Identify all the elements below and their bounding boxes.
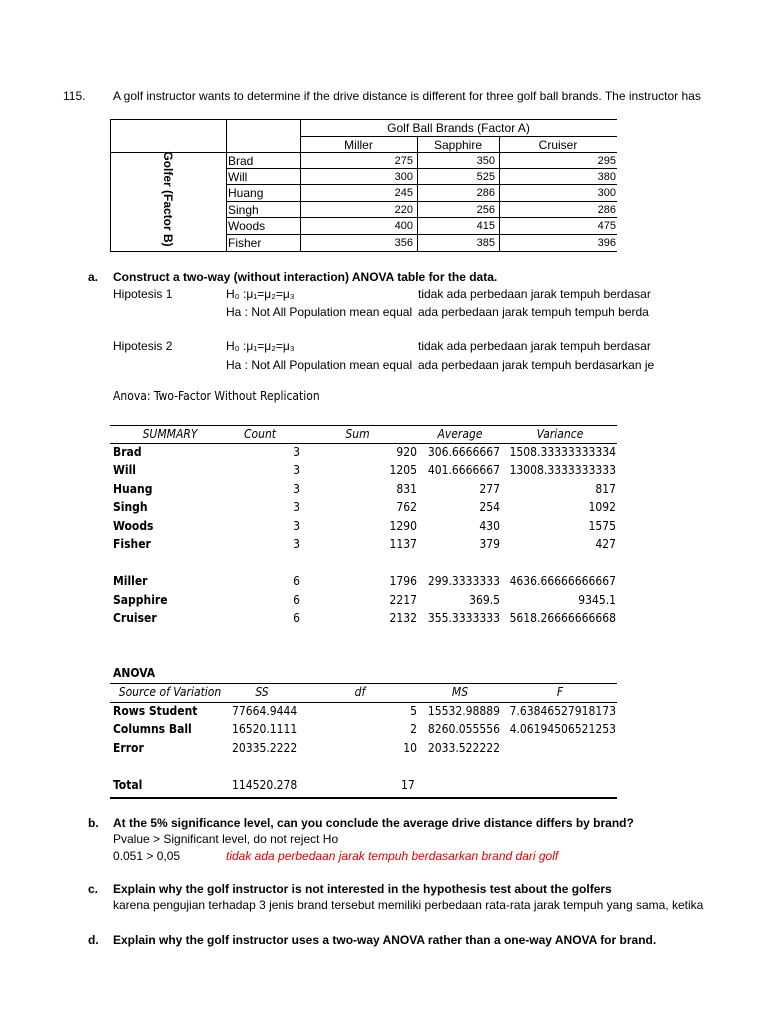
summary-col-name: Miller (113, 574, 148, 588)
part-b-line2: 0.051 > 0,05 (113, 849, 181, 863)
col-header-sapphire: Sapphire (433, 138, 483, 152)
summary-col-name: Cruiser (113, 611, 157, 625)
part-b-line1: Pvalue > Significant level, do not reject Ho (113, 832, 339, 846)
anova-row-f: 7.63846527918173 (509, 704, 616, 718)
summary-row-variance: 1575 (588, 519, 616, 533)
row-name-singh: Singh (228, 203, 259, 217)
anova-row-source: Error (113, 741, 144, 755)
anova-row-df: 5 (410, 704, 417, 718)
summary-col-count: 6 (293, 611, 300, 625)
cell-fisher-cruiser: 396 (597, 237, 616, 249)
cell-singh-miller: 220 (394, 204, 413, 216)
summary-col-average: 299.3333333 (427, 574, 500, 588)
cell-brad-miller: 275 (394, 155, 413, 167)
summary-row-sum: 1205 (389, 463, 417, 477)
summary-row-sum: 1137 (389, 537, 417, 551)
summary-row-average: 254 (479, 500, 500, 514)
summary-row-count: 3 (293, 500, 300, 514)
cell-woods-cruiser: 475 (597, 220, 616, 232)
summary-col-sum: 1796 (389, 574, 417, 588)
summary-row-sum: 1290 (389, 519, 417, 533)
summary-header-average: Average (437, 427, 483, 441)
hypothesis-2-ha-desc: ada perbedaan jarak tempuh berdasarkan je (418, 358, 655, 372)
anova-row-ss: 20335.2222 (232, 741, 298, 755)
summary-row-name: Huang (113, 482, 153, 496)
cell-brad-sapphire: 350 (476, 155, 495, 167)
col-header-miller: Miller (344, 138, 373, 152)
anova-row-ms: 8260.055556 (427, 722, 500, 736)
hypothesis-1-ha-desc: ada perbedaan jarak tempuh tempuh berda (418, 305, 649, 319)
cell-huang-cruiser: 300 (597, 187, 616, 199)
part-c-title: Explain why the golf instructor is not interested in the hypothesis test about the golfers (113, 882, 612, 896)
anova-row-f: 4.06194506521253 (509, 722, 616, 736)
question-text: A golf instructor wants to determine if the drive distance is different for three golf ball brands. The instructor has (113, 89, 701, 103)
anova-header-f: F (556, 685, 564, 699)
anova-row-ms: 15532.98889 (427, 704, 500, 718)
hypothesis-1-label: Hipotesis 1 (113, 287, 173, 301)
anova-header-df: df (354, 685, 366, 699)
summary-row-sum: 920 (396, 445, 417, 459)
anova-label: ANOVA (113, 666, 156, 680)
anova-total-df: 17 (401, 778, 415, 792)
brands-group-header: Golf Ball Brands (Factor A) (387, 121, 530, 135)
summary-row-variance: 1092 (588, 500, 616, 514)
anova-row-source: Rows Student (113, 704, 198, 718)
summary-row-sum: 762 (396, 500, 417, 514)
summary-col-count: 6 (293, 593, 300, 607)
hypothesis-1-ha: Ha : Not All Population mean equal (226, 305, 413, 319)
anova-row-ss: 16520.1111 (232, 722, 298, 736)
row-factor-label: Golfer (Factor B) (161, 151, 175, 247)
row-name-fisher: Fisher (228, 236, 262, 250)
cell-huang-miller: 245 (394, 187, 413, 199)
summary-col-name: Sapphire (113, 593, 168, 607)
hypothesis-2-ha: Ha : Not All Population mean equal (226, 358, 413, 372)
summary-row-count: 3 (293, 445, 300, 459)
col-header-cruiser: Cruiser (538, 138, 578, 152)
cell-singh-cruiser: 286 (597, 204, 616, 216)
summary-header-sum: Sum (345, 427, 370, 441)
hypothesis-2-h0: H₀ :μ₁=μ₂=μ₃ (226, 339, 295, 353)
summary-row-variance: 1508.33333333334 (509, 445, 616, 459)
cell-will-cruiser: 380 (597, 171, 616, 183)
summary-row-average: 430 (479, 519, 500, 533)
summary-col-variance: 4636.66666666667 (509, 574, 616, 588)
summary-row-name: Fisher (113, 537, 151, 551)
summary-col-sum: 2132 (389, 611, 417, 625)
summary-header-summary: SUMMARY (142, 427, 198, 441)
summary-row-average: 379 (479, 537, 500, 551)
anova-row-df: 10 (403, 741, 417, 755)
anova-output-title: Anova: Two-Factor Without Replication (113, 389, 320, 403)
anova-header-ss: SS (255, 685, 269, 699)
summary-row-name: Woods (113, 519, 154, 533)
cell-brad-cruiser: 295 (597, 155, 616, 167)
summary-row-count: 3 (293, 519, 300, 533)
part-a-title: Construct a two-way (without interaction) ANOVA table for the data. (113, 270, 498, 284)
summary-row-count: 3 (293, 463, 300, 477)
summary-header-count: Count (243, 427, 277, 441)
summary-col-variance: 9345.1 (578, 593, 616, 607)
summary-row-count: 3 (293, 482, 300, 496)
anova-row-ss: 77664.9444 (232, 704, 298, 718)
anova-row-source: Columns Ball (113, 722, 192, 736)
summary-col-average: 369.5 (469, 593, 500, 607)
summary-row-count: 3 (293, 537, 300, 551)
summary-col-sum: 2217 (389, 593, 417, 607)
hypothesis-2-label: Hipotesis 2 (113, 339, 173, 353)
summary-row-name: Will (113, 463, 137, 477)
summary-row-average: 306.6666667 (427, 445, 500, 459)
summary-header-variance: Variance (536, 427, 584, 441)
cell-will-miller: 300 (394, 171, 413, 183)
hypothesis-1-h0-desc: tidak ada perbedaan jarak tempuh berdasar (418, 287, 651, 301)
summary-row-variance: 427 (595, 537, 616, 551)
cell-huang-sapphire: 286 (476, 187, 495, 199)
summary-row-name: Singh (113, 500, 148, 514)
anova-header-source: Source of Variation (118, 685, 222, 699)
row-name-woods: Woods (228, 219, 266, 233)
question-number: 115. (63, 89, 86, 103)
cell-will-sapphire: 525 (476, 171, 495, 183)
summary-row-variance: 13008.3333333333 (509, 463, 616, 477)
part-a-letter: a. (88, 270, 99, 284)
part-b-letter: b. (88, 816, 99, 830)
anova-header-ms: MS (451, 685, 469, 699)
summary-col-count: 6 (293, 574, 300, 588)
row-name-brad: Brad (228, 154, 254, 168)
cell-singh-sapphire: 256 (476, 204, 495, 216)
row-name-huang: Huang (228, 186, 264, 200)
anova-row-ms: 2033.522222 (427, 741, 500, 755)
anova-total-source: Total (113, 778, 143, 792)
anova-row-df: 2 (410, 722, 417, 736)
summary-row-name: Brad (113, 445, 142, 459)
part-d-title: Explain why the golf instructor uses a two-way ANOVA rather than a one-way ANOVA for brand. (113, 933, 657, 947)
cell-woods-miller: 400 (394, 220, 413, 232)
part-b-conclusion: tidak ada perbedaan jarak tempuh berdasarkan brand dari golf (226, 849, 559, 863)
anova-total-ss: 114520.278 (232, 778, 298, 792)
part-c-answer: karena pengujian terhadap 3 jenis brand tersebut memiliki perbedaan rata-rata jarak tempuh yang sama, ketika (113, 898, 704, 912)
part-c-letter: c. (88, 882, 99, 896)
summary-row-variance: 817 (595, 482, 616, 496)
summary-row-sum: 831 (396, 482, 417, 496)
summary-row-average: 401.6666667 (427, 463, 500, 477)
part-b-title: At the 5% significance level, can you conclude the average drive distance differs by brand? (113, 816, 634, 830)
cell-fisher-miller: 356 (394, 237, 413, 249)
row-name-will: Will (228, 170, 248, 184)
cell-fisher-sapphire: 385 (476, 237, 495, 249)
summary-col-average: 355.3333333 (427, 611, 500, 625)
summary-row-average: 277 (479, 482, 500, 496)
hypothesis-1-h0: H₀ :μ₁=μ₂=μ₃ (226, 287, 295, 301)
hypothesis-2-h0-desc: tidak ada perbedaan jarak tempuh berdasar (418, 339, 651, 353)
summary-col-variance: 5618.26666666668 (509, 611, 616, 625)
cell-woods-sapphire: 415 (476, 220, 495, 232)
part-d-letter: d. (88, 933, 99, 947)
